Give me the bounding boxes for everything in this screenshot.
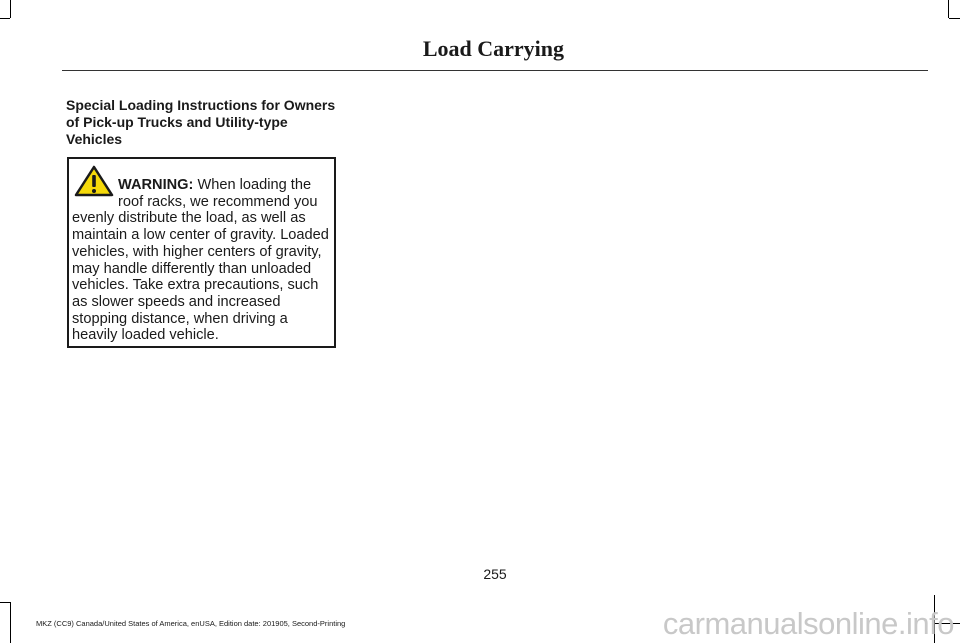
crop-mark [10,602,11,643]
crop-mark [10,0,11,18]
warning-triangle-icon [74,165,114,197]
warning-box [67,157,336,348]
warning-body: When loading the roof racks, we recommend you evenly distribute the load, as well as maintain a low center of gravity. Loaded vehicles, with higher centers of gravity, may handle differently than unloaded vehicles. Take extra precautions, such as slower speeds and increased stopping distance, when driving a heavily loaded vehicle. [72,177,329,344]
section-heading: Special Loading Instructions for Owners of Pick-up Trucks and Utility-type Vehicles [66,97,336,147]
crop-mark [0,18,10,19]
header-divider [62,70,928,71]
chapter-title: Load Carrying [422,36,564,61]
crop-mark [948,0,949,18]
crop-mark [0,602,10,603]
edition-footer: MKZ (CC9) Canada/United States of America, enUSA, Edition date: 201905, Second-Printing [36,619,346,628]
crop-mark [949,18,960,19]
page-number: 255 [483,566,507,582]
watermark: carmanualsonline.info [662,606,954,641]
warning-label: WARNING: [118,177,194,193]
